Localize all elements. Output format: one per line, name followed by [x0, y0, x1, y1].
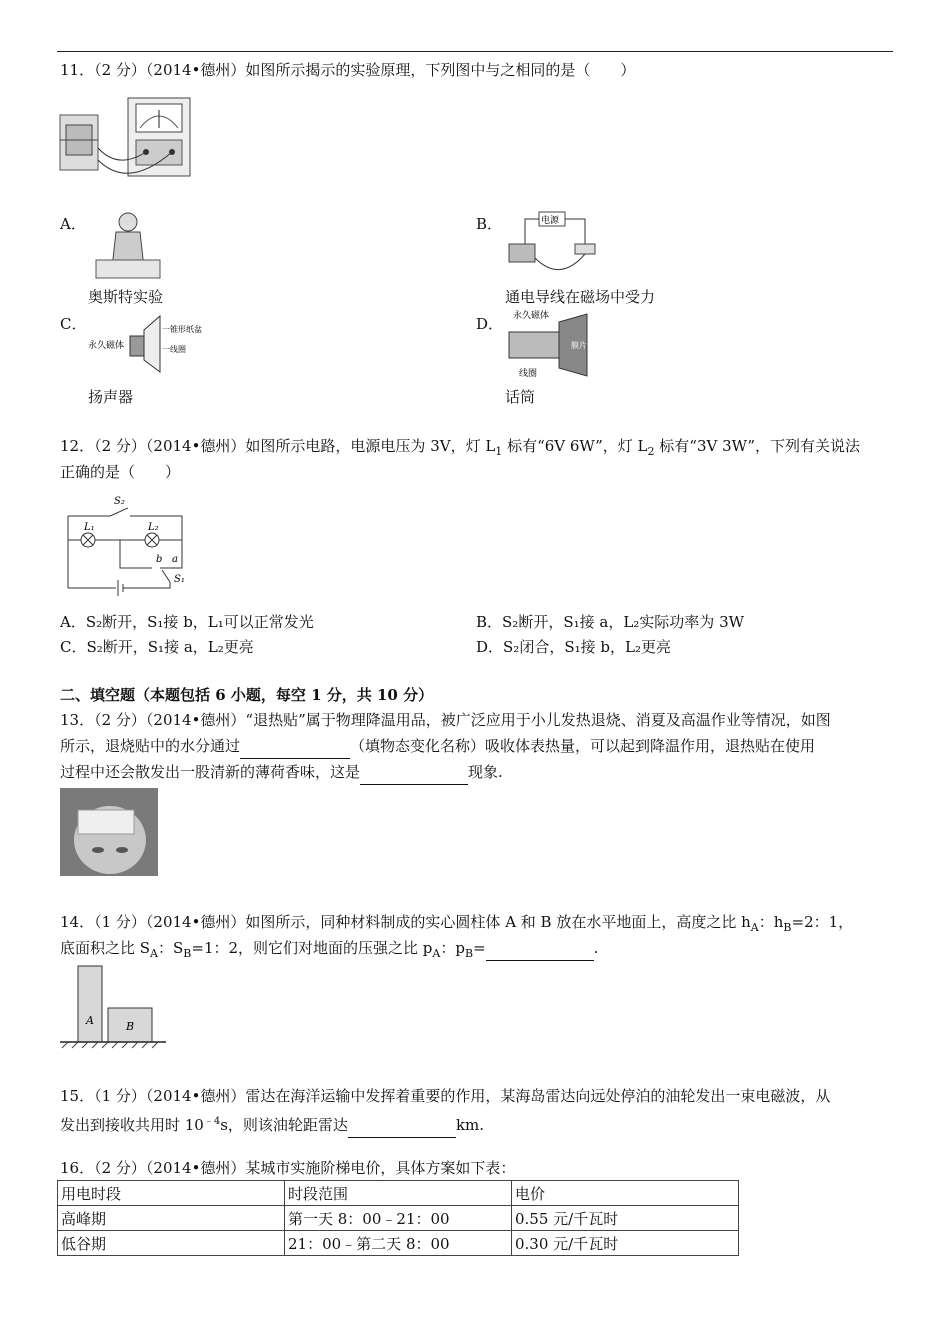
q11-option-d-magnet-label: 永久磁体	[513, 311, 550, 321]
q11-option-b-label: B．	[476, 215, 503, 233]
q11-option-c-coil-label: 一线圈	[162, 345, 186, 354]
q12-circuit-figure	[60, 490, 195, 600]
q11-option-a-caption: 奥斯特实验	[88, 288, 164, 306]
q11-option-c-cone-label: 一锥形纸盆	[162, 325, 202, 334]
table-cell: 高峰期	[58, 1206, 285, 1231]
q15-line1: 15．（1 分）（2014•德州）雷达在海洋运输中发挥着重要的作用，某海岛雷达向远处停泊的油轮发出一束电磁波，从	[60, 1087, 831, 1105]
q12-l2-label: L₂	[148, 522, 159, 533]
q11-option-b-power-label: 电源	[541, 216, 560, 226]
q13-line2: 所示，退烧贴中的水分通过 （填物态变化名称）吸收体表热量，可以起到降温作用，退热贴在使用	[60, 734, 815, 759]
q14-fig-b-label: B	[126, 1020, 135, 1033]
q11-option-c-figure	[88, 308, 203, 380]
q11-option-d-coil-label: 线圈	[519, 369, 538, 379]
q12-option-a: A．S₂断开，S₁接 b，L₁可以正常发光	[60, 613, 314, 631]
q11-option-c-label: C．	[60, 315, 87, 333]
q12-s1-label: S₁	[174, 574, 185, 585]
q12-option-b: B．S₂断开，S₁接 a，L₂实际功率为 3W	[476, 613, 745, 631]
q11-option-b-caption: 通电导线在磁场中受力	[505, 288, 656, 306]
q13-blank-2[interactable]	[360, 760, 468, 785]
q11-option-d-figure	[505, 308, 600, 380]
q15-line2: 发出到接收共用时 $10^{﹣4}s$，则该油轮距雷达 km.	[60, 1110, 484, 1138]
q12-option-d: D．S₂闭合，S₁接 b，L₂更亮	[476, 638, 671, 656]
q15-blank[interactable]	[348, 1113, 456, 1138]
q11-option-a-figure	[88, 208, 168, 283]
q11-option-c-caption: 扬声器	[88, 388, 134, 406]
table-header-cell: 用电时段	[58, 1181, 285, 1206]
q11-option-d-label: D．	[476, 315, 504, 333]
q12-a-label: a	[172, 554, 178, 565]
table-cell: 0.30 元/千瓦时	[512, 1231, 739, 1256]
q16-price-table	[57, 1180, 739, 1256]
q14-blank[interactable]	[486, 936, 594, 961]
q11-option-d-diaphragm-label: 膜片	[571, 341, 587, 350]
top-rule	[57, 51, 893, 52]
table-row	[58, 1206, 739, 1231]
q14-fig-a-label: A	[86, 1014, 94, 1027]
q11-option-b-figure	[505, 208, 600, 283]
table-row	[58, 1231, 739, 1256]
q11-option-d-caption: 话筒	[505, 388, 536, 406]
q14-line1: 14．（1 分）（2014•德州）如图所示，同种材料制成的实心圆柱体 A 和 B 放在水平地面上，高度之比 $h_A$：$h_B=2$：1，	[60, 913, 854, 934]
section-2-heading: 二、填空题（本题包括 6 小题，每空 1 分，共 10 分）	[60, 686, 434, 704]
q14-line2: 底面积之比 $S_A$：$S_B=1$：2，则它们对地面的压强之比 $p_A$：$p_B=$ .	[60, 936, 598, 966]
q16-stem: 16．（2 分）（2014•德州）某城市实施阶梯电价，具体方案如下表：	[60, 1159, 516, 1177]
table-header-cell: 时段范围	[285, 1181, 512, 1206]
q12-option-c: C．S₂断开，S₁接 a，L₂更亮	[60, 638, 254, 656]
q11-option-a-label: A．	[60, 215, 86, 233]
table-cell: 0.55 元/千瓦时	[512, 1206, 739, 1231]
q13-line1: 13．（2 分）（2014•德州）“退热贴”属于物理降温用品，被广泛应用于小儿发热退烧、消夏及高温作业等情况，如图	[60, 711, 831, 729]
q12-l1-label: L₁	[84, 522, 95, 533]
q13-blank-1[interactable]	[240, 734, 350, 759]
q14-figure	[58, 962, 168, 1052]
q11-main-figure	[58, 90, 193, 190]
table-cell: 低谷期	[58, 1231, 285, 1256]
table-cell: 21：00﹣第二天 8：00	[285, 1231, 512, 1256]
table-header-cell: 电价	[512, 1181, 739, 1206]
q11-stem: 11．（2 分）（2014•德州）如图所示揭示的实验原理，下列图中与之相同的是（ ）	[60, 61, 636, 79]
q12-stem-line1: 12．（2 分）（2014•德州）如图所示电路，电源电压为 3V，灯 $L_1$ 标有“6V 6W”，灯 $L_2$ 标有“3V 3W”，下列有关说法	[60, 437, 861, 458]
q13-photo	[60, 788, 158, 876]
q12-b-label: b	[156, 554, 163, 565]
q11-option-c-magnet-label: 永久磁体	[88, 341, 125, 351]
table-cell: 第一天 8：00﹣21：00	[285, 1206, 512, 1231]
q12-s2-label: S₂	[114, 496, 125, 507]
table-header-row	[58, 1181, 739, 1206]
q13-line3: 过程中还会散发出一股清新的薄荷香味，这是 现象.	[60, 760, 503, 785]
q12-stem-line2: 正确的是（ ）	[60, 463, 181, 481]
